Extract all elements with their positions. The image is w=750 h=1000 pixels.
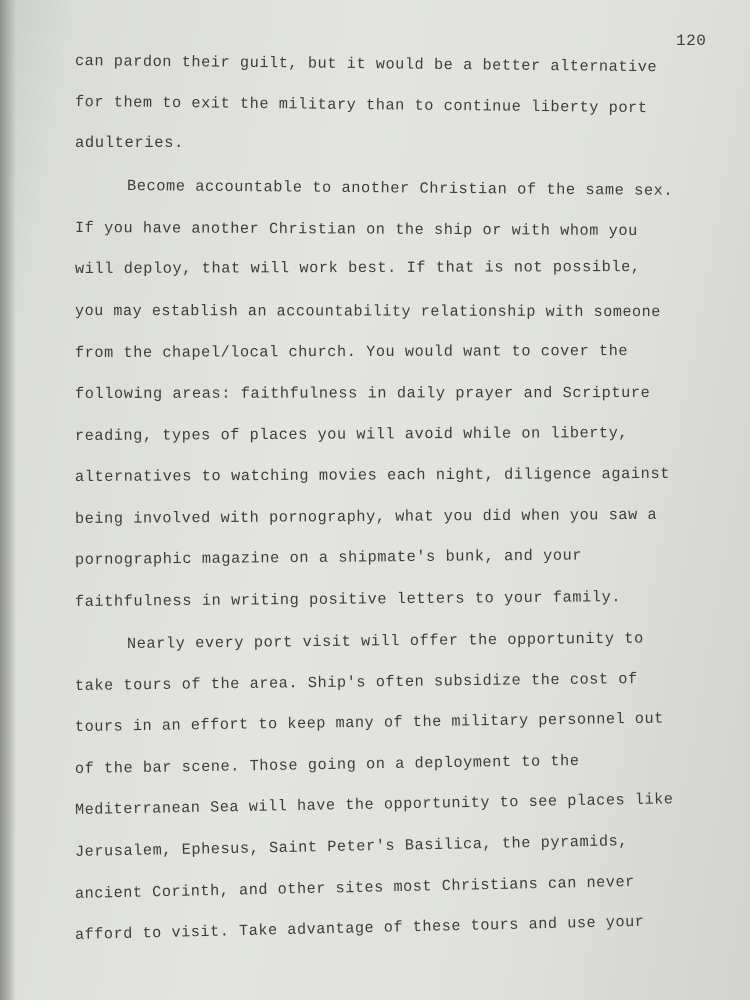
text-line-14: faithfulness in writing positive letters to your family. [74,588,622,611]
text-line-9: following areas: faithfulness in daily prayer and Scripture [74,383,651,403]
text-line-20: Jerusalem, Ephesus, Saint Peter's Basilica, the pyramids, [74,832,629,861]
text-line-13: pornographic magazine on a shipmate's bunk, and your [74,546,583,569]
text-line-7: you may establish an accountability relationship with someone [74,302,661,322]
page-number: 120 [676,32,707,50]
text-line-2: for them to exit the military than to continue liberty port [74,93,648,118]
text-line-3: adulteries. [75,134,184,152]
text-line-22: afford to visit. Take advantage of these tours and use your [74,912,645,944]
text-line-18: of the bar scene. Those going on a deployment to the [74,751,580,778]
text-line-4: Become accountable to another Christian of the same sex. [126,177,674,200]
text-line-21: ancient Corinth, and other sites most Christians can never [74,872,636,903]
text-line-8: from the chapel/local church. You would want to cover the [74,342,629,362]
text-line-12: being involved with pornography, what you did when you saw a [74,505,658,528]
text-line-19: Mediterranean Sea will have the opportunity to see places like [74,790,674,819]
text-line-1: can pardon their guilt, but it would be a better alternative [74,52,658,77]
text-line-16: take tours of the area. Ship's often subsidize the cost of [74,669,638,695]
text-line-6: will deploy, that will work best. If that is not possible, [74,257,641,278]
text-line-5: If you have another Christian on the ship or with whom you [74,219,638,241]
text-line-15: Nearly every port visit will offer the opportunity to [126,629,644,653]
page-shadow-edge [0,0,16,1000]
text-line-10: reading, types of places you will avoid while on liberty, [74,424,629,445]
text-line-11: alternatives to watching movies each night, diligence against [74,464,670,486]
text-line-17: tours in an effort to keep many of the military personnel out [74,709,664,736]
